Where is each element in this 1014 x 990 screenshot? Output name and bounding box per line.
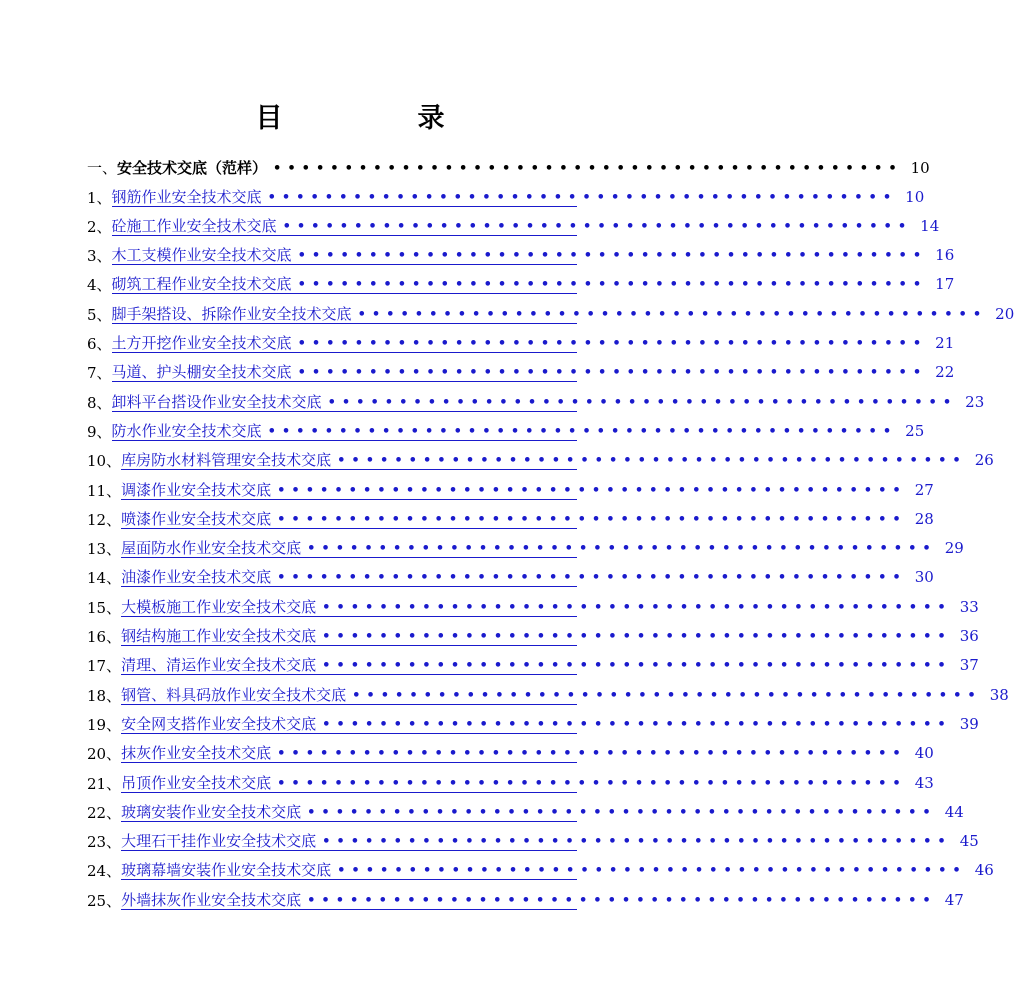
toc-row bbox=[87, 617, 979, 647]
toc-entry-number: 22、 bbox=[87, 803, 122, 822]
toc-entry-link[interactable] bbox=[121, 685, 1009, 705]
toc-entry-link[interactable] bbox=[121, 656, 979, 675]
toc-entry-label: 防水作业安全技术交底 bbox=[111, 421, 262, 440]
toc-leader-dots: •••••••••••••••••••••••••••••••••••••••••••• bbox=[307, 804, 937, 820]
toc-entry-label: 马道、护头棚安全技术交底 bbox=[111, 363, 292, 382]
toc-leader-dots: •••••••••••••••••••••••••••••••••••••••••••• bbox=[273, 161, 903, 177]
toc-entry-label: 木工支模作业安全技术交底 bbox=[111, 246, 292, 265]
toc-row bbox=[87, 207, 940, 236]
toc-row bbox=[87, 793, 964, 822]
toc-leader-dots: •••••••••••••••••••••••••••••••••••••••••••• bbox=[322, 716, 952, 732]
toc-entry-link[interactable] bbox=[121, 480, 934, 500]
toc-leader-dots: •••••••••••••••••••••••••••••••••••••••••••• bbox=[307, 541, 937, 557]
toc-entry-number: 12、 bbox=[87, 510, 122, 529]
toc-entry-page: 39 bbox=[959, 714, 979, 733]
toc-entry-link[interactable] bbox=[111, 304, 1014, 324]
toc-leader-dots: •••••••••••••••••••••••••••••••••••••••••••• bbox=[297, 248, 928, 264]
toc-entry-number: 20、 bbox=[87, 745, 122, 764]
toc-entry-link[interactable] bbox=[111, 334, 955, 353]
toc-entry-page: 44 bbox=[944, 802, 964, 821]
toc-row bbox=[87, 500, 934, 529]
toc-leader-dots: •••••••••••••••••••••••••••••••••••••••••••• bbox=[307, 892, 937, 908]
toc-leader-dots: •••••••••••••••••••••••••••••••••••••••••••• bbox=[297, 277, 928, 293]
toc-entry-number: 3、 bbox=[87, 247, 112, 266]
toc-row bbox=[87, 587, 979, 617]
toc-entry-label: 钢结构施工作业安全技术交底 bbox=[121, 627, 317, 646]
toc-entry-label: 玻璃安装作业安全技术交底 bbox=[121, 802, 302, 821]
toc-row bbox=[87, 470, 934, 500]
toc-leader-dots: •••••••••••••••••••••••••••••••••••••••••••• bbox=[267, 423, 898, 439]
toc-entry-number: 23、 bbox=[87, 833, 122, 852]
toc-entry-link[interactable] bbox=[111, 246, 955, 265]
toc-section-page: 10 bbox=[910, 159, 930, 178]
toc-row bbox=[87, 412, 925, 441]
toc-leader-dots: •••••••••••••••••••••••••••••••••••••••••••• bbox=[352, 687, 982, 703]
toc-entry-link[interactable] bbox=[121, 714, 979, 734]
toc-entry-page: 14 bbox=[920, 216, 940, 235]
toc-leader-dots: •••••••••••••••••••••••••••••••••••••••••••• bbox=[277, 511, 907, 527]
toc-entry-number: 5、 bbox=[87, 305, 112, 324]
toc-entry-label: 砌筑工程作业安全技术交底 bbox=[111, 275, 292, 294]
toc-entry-number: 8、 bbox=[87, 393, 112, 412]
toc-row bbox=[87, 177, 925, 207]
toc-leader-dots: •••••••••••••••••••••••••••••••••••••••••••• bbox=[322, 658, 952, 674]
toc-entry-label: 玻璃幕墙安装作业安全技术交底 bbox=[121, 861, 332, 880]
toc-leader-dots: •••••••••••••••••••••••••••••••••••••••••••• bbox=[337, 453, 967, 469]
toc-entry-label: 砼施工作业安全技术交底 bbox=[111, 216, 277, 235]
toc-row bbox=[87, 382, 985, 412]
toc-entry-page: 38 bbox=[989, 685, 1009, 704]
toc-row bbox=[87, 646, 979, 676]
toc-entry-page: 36 bbox=[959, 627, 979, 646]
toc-row bbox=[87, 265, 955, 295]
toc-entry-number: 6、 bbox=[87, 335, 112, 354]
toc-section-prefix: 一、 bbox=[87, 159, 118, 178]
toc-entry-number: 11、 bbox=[87, 481, 122, 500]
toc-leader-dots: •••••••••••••••••••••••••••••••••••••••••••• bbox=[277, 746, 907, 762]
toc-leader-dots: •••••••••••••••••••••••••••••••••••••••••••• bbox=[322, 629, 952, 645]
toc-entry-number: 25、 bbox=[87, 891, 122, 910]
toc-entry-link[interactable] bbox=[121, 744, 934, 763]
toc-entry-label: 外墙抹灰作业安全技术交底 bbox=[121, 890, 302, 909]
toc-entry-number: 2、 bbox=[87, 217, 112, 236]
toc-entry-label: 卸料平台搭设作业安全技术交底 bbox=[111, 392, 322, 411]
toc-entry-page: 37 bbox=[959, 656, 979, 675]
toc-entry-page: 22 bbox=[935, 363, 955, 382]
toc-leader-dots: •••••••••••••••••••••••••••••••••••••••••••• bbox=[327, 394, 958, 410]
toc-entry-label: 油漆作业安全技术交底 bbox=[121, 568, 272, 587]
toc-entry-page: 29 bbox=[944, 539, 964, 558]
toc-entry-page: 16 bbox=[935, 246, 955, 265]
toc-entry-link[interactable] bbox=[121, 627, 979, 646]
toc-leader-dots: •••••••••••••••••••••••••••••••••••••••••••• bbox=[357, 306, 988, 322]
toc-entry-link[interactable] bbox=[121, 539, 964, 558]
toc-entry-label: 吊顶作业安全技术交底 bbox=[121, 773, 272, 792]
toc-entry-page: 27 bbox=[914, 480, 934, 499]
toc-entry-label: 调漆作业安全技术交底 bbox=[121, 480, 272, 499]
toc-entry-link[interactable] bbox=[111, 421, 925, 441]
toc-row bbox=[87, 734, 934, 764]
toc-entry-link[interactable] bbox=[111, 187, 925, 207]
toc-entry-label: 抹灰作业安全技术交底 bbox=[121, 744, 272, 763]
toc-entry-number: 1、 bbox=[87, 188, 112, 207]
table-of-contents bbox=[87, 148, 1014, 910]
toc-entry-number: 13、 bbox=[87, 540, 122, 559]
toc-row bbox=[87, 880, 964, 910]
toc-entry-page: 25 bbox=[905, 421, 925, 440]
toc-entry-page: 46 bbox=[974, 861, 994, 880]
toc-entry-link[interactable] bbox=[121, 451, 994, 470]
toc-entry-link[interactable] bbox=[121, 597, 979, 617]
toc-entry-page: 21 bbox=[935, 334, 955, 353]
toc-section-header bbox=[87, 148, 930, 178]
toc-leader-dots: •••••••••••••••••••••••••••••••••••••••••••• bbox=[282, 218, 913, 234]
toc-leader-dots: •••••••••••••••••••••••••••••••••••••••••••• bbox=[267, 189, 898, 205]
toc-entry-link[interactable] bbox=[121, 802, 964, 822]
toc-entry-number: 21、 bbox=[87, 774, 122, 793]
toc-entry-label: 钢管、料具码放作业安全技术交底 bbox=[121, 685, 347, 704]
toc-entry-number: 15、 bbox=[87, 598, 122, 617]
toc-row bbox=[87, 353, 955, 383]
toc-entry-label: 钢筋作业安全技术交底 bbox=[111, 187, 262, 206]
toc-section-label: 安全技术交底（范样） bbox=[117, 159, 268, 178]
toc-leader-dots: •••••••••••••••••••••••••••••••••••••••••••• bbox=[277, 775, 907, 791]
toc-entry-number: 24、 bbox=[87, 862, 122, 881]
toc-entry-number: 7、 bbox=[87, 364, 112, 383]
toc-leader-dots: •••••••••••••••••••••••••••••••••••••••••••• bbox=[297, 336, 928, 352]
toc-entry-page: 45 bbox=[959, 832, 979, 851]
toc-row bbox=[87, 294, 1014, 324]
toc-entry-label: 清理、清运作业安全技术交底 bbox=[121, 656, 317, 675]
toc-leader-dots: •••••••••••••••••••••••••••••••••••••••••••• bbox=[322, 834, 952, 850]
toc-entry-page: 17 bbox=[935, 275, 955, 294]
toc-entry-label: 喷漆作业安全技术交底 bbox=[121, 509, 272, 528]
toc-row bbox=[87, 529, 964, 559]
toc-leader-dots: •••••••••••••••••••••••••••••••••••••••••••• bbox=[337, 863, 967, 879]
toc-leader-dots: •••••••••••••••••••••••••••••••••••••••••••• bbox=[297, 365, 928, 381]
toc-entry-link[interactable] bbox=[121, 568, 934, 587]
toc-entry-link[interactable] bbox=[121, 890, 964, 910]
toc-entry-label: 大模板施工作业安全技术交底 bbox=[121, 597, 317, 616]
toc-row bbox=[87, 675, 1009, 705]
toc-entry-label: 屋面防水作业安全技术交底 bbox=[121, 539, 302, 558]
toc-row bbox=[87, 705, 979, 734]
toc-leader-dots: •••••••••••••••••••••••••••••••••••••••••••• bbox=[277, 482, 907, 498]
toc-entry-page: 47 bbox=[944, 890, 964, 909]
toc-leader-dots: •••••••••••••••••••••••••••••••••••••••••••• bbox=[277, 570, 907, 586]
toc-row bbox=[87, 822, 979, 852]
toc-row bbox=[87, 763, 934, 793]
toc-entry-link[interactable] bbox=[121, 509, 934, 529]
toc-entry-label: 脚手架搭设、拆除作业安全技术交底 bbox=[111, 304, 352, 323]
toc-entry-link[interactable] bbox=[111, 363, 955, 382]
toc-row bbox=[87, 851, 994, 881]
toc-entry-link[interactable] bbox=[121, 861, 994, 880]
toc-entry-page: 40 bbox=[914, 744, 934, 763]
toc-entry-link[interactable] bbox=[111, 216, 940, 236]
toc-entry-number: 19、 bbox=[87, 715, 122, 734]
toc-entry-link[interactable] bbox=[121, 832, 979, 851]
toc-row bbox=[87, 236, 955, 266]
toc-entry-number: 16、 bbox=[87, 628, 122, 647]
page-title: 目 录 bbox=[255, 103, 499, 134]
toc-entry-page: 30 bbox=[914, 568, 934, 587]
toc-entry-link[interactable] bbox=[111, 275, 955, 294]
toc-section-entry bbox=[117, 159, 930, 178]
toc-entry-page: 28 bbox=[914, 509, 934, 528]
toc-entry-page: 23 bbox=[965, 392, 985, 411]
toc-entry-number: 18、 bbox=[87, 686, 122, 705]
toc-entry-page: 33 bbox=[959, 597, 979, 616]
toc-row bbox=[87, 441, 994, 471]
toc-entry-number: 17、 bbox=[87, 657, 122, 676]
toc-entry-page: 26 bbox=[974, 451, 994, 470]
toc-entry-link[interactable] bbox=[121, 773, 934, 793]
toc-entry-number: 10、 bbox=[87, 452, 122, 471]
toc-leader-dots: •••••••••••••••••••••••••••••••••••••••••••• bbox=[322, 599, 952, 615]
toc-entry-number: 14、 bbox=[87, 569, 122, 588]
toc-entry-label: 安全网支搭作业安全技术交底 bbox=[121, 714, 317, 733]
toc-entry-page: 43 bbox=[914, 773, 934, 792]
toc-entry-label: 土方开挖作业安全技术交底 bbox=[111, 334, 292, 353]
toc-row bbox=[87, 324, 955, 354]
toc-entry-number: 9、 bbox=[87, 422, 112, 441]
toc-entry-number: 4、 bbox=[87, 276, 112, 295]
toc-entry-label: 库房防水材料管理安全技术交底 bbox=[121, 451, 332, 470]
toc-entry-page: 10 bbox=[905, 187, 925, 206]
toc-entry-link[interactable] bbox=[111, 392, 985, 412]
toc-row bbox=[87, 558, 934, 588]
toc-entry-page: 20 bbox=[995, 304, 1014, 323]
toc-entry-label: 大理石干挂作业安全技术交底 bbox=[121, 832, 317, 851]
